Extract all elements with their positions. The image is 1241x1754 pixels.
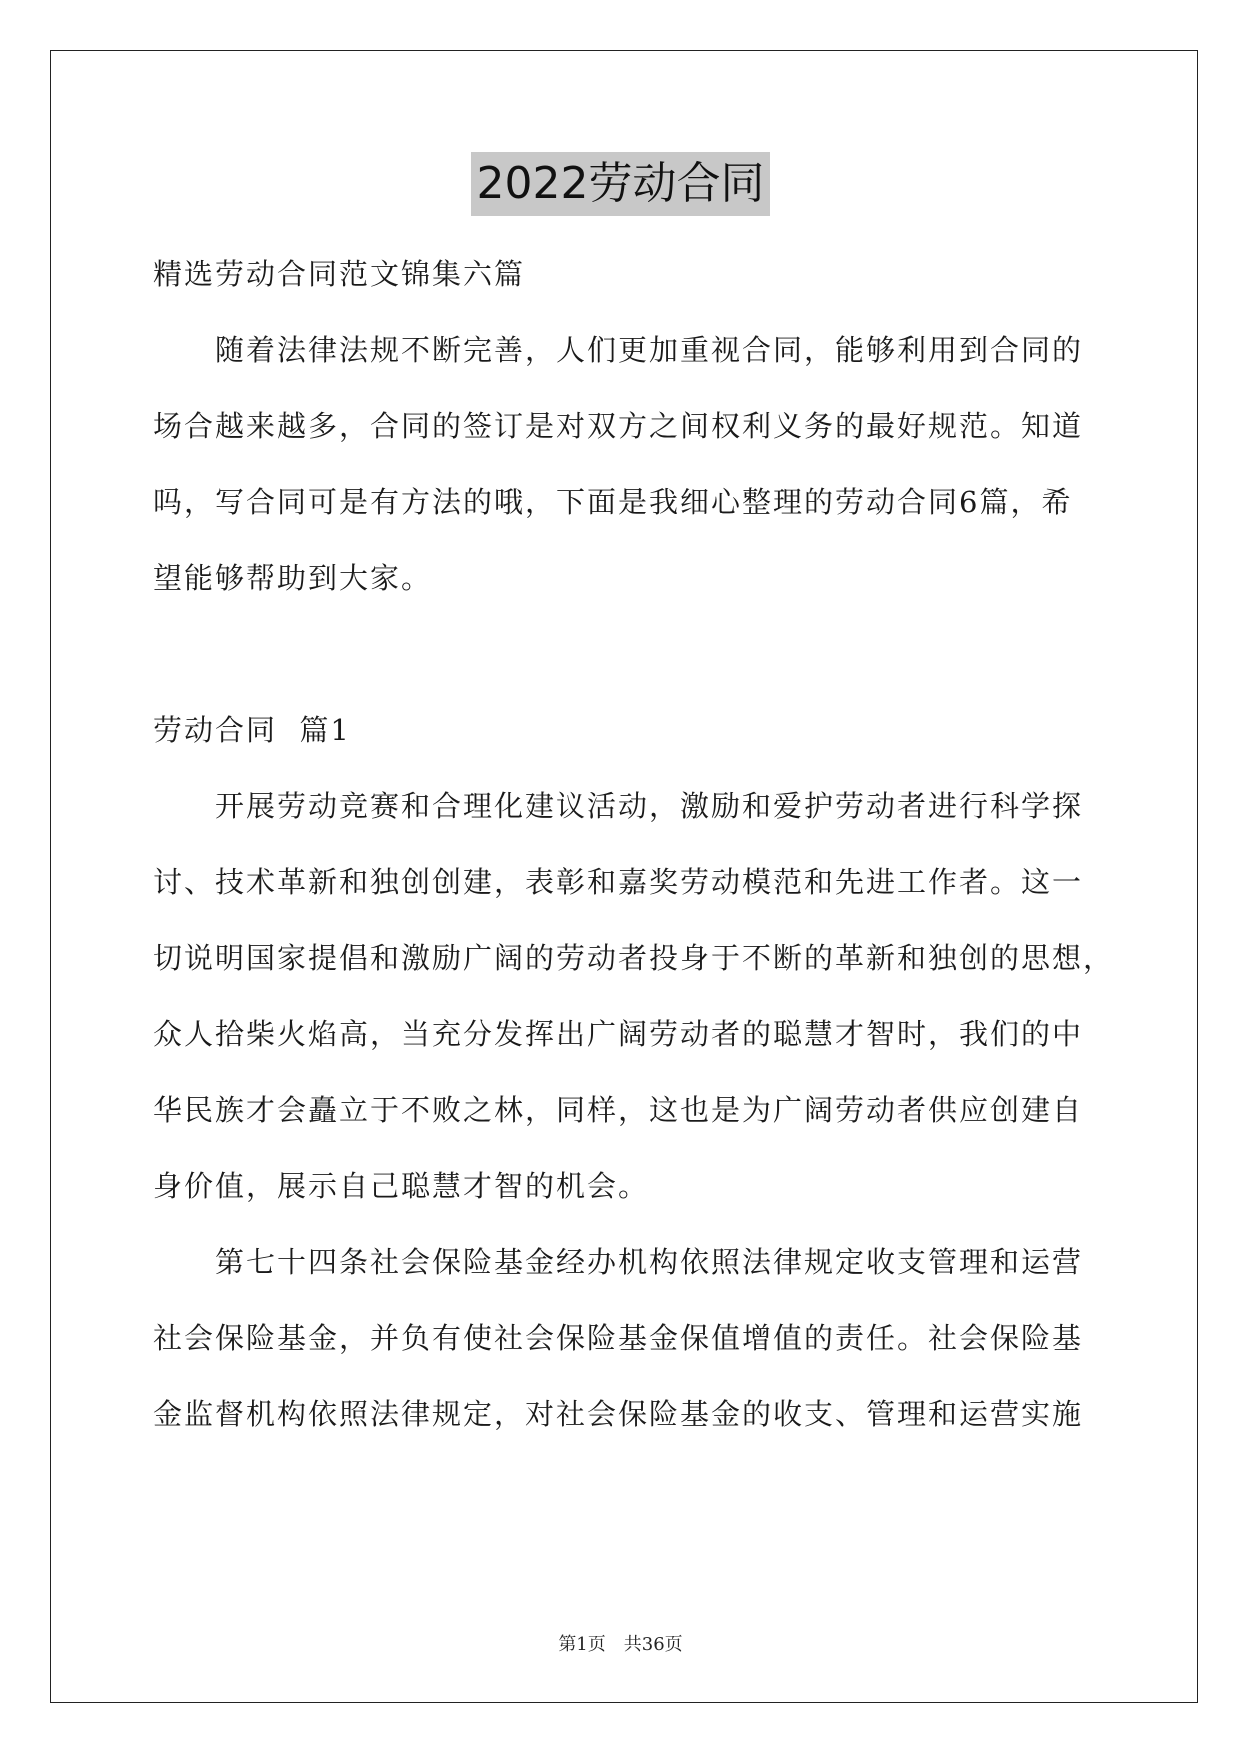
intro-line: 望能够帮助到大家。 (153, 561, 433, 595)
document-title: 2022劳动合同 (471, 152, 771, 216)
document-body (153, 236, 1115, 1452)
document-subtitle: 精选劳动合同范文锦集六篇 (153, 257, 526, 291)
paragraph-line: 身价值，展示自己聪慧才智的机会。 (153, 1169, 650, 1203)
paragraph-line: 讨、技术革新和独创创建，表彰和嘉奖劳动模范和先进工作者。这一 (153, 865, 1084, 899)
page-footer (0, 1630, 1241, 1656)
spacer (153, 616, 1093, 692)
paragraph-line: 第七十四条社会保险基金经办机构依照法律规定收支管理和运营 (215, 1245, 1084, 1279)
page-number: 第1页 (558, 1634, 606, 1655)
paragraph-line: 开展劳动竞赛和合理化建议活动，激励和爱护劳动者进行科学探 (215, 789, 1084, 823)
intro-line: 吗，写合同可是有方法的哦，下面是我细心整理的劳动合同6篇，希 (153, 485, 1073, 519)
paragraph-line: 华民族才会矗立于不败之林，同样，这也是为广阔劳动者供应创建自 (153, 1093, 1084, 1127)
section-heading: 劳动合同 篇1 (153, 713, 351, 747)
paragraph-line: 众人拾柴火焰高，当充分发挥出广阔劳动者的聪慧才智时，我们的中 (153, 1017, 1084, 1051)
title-wrap (0, 152, 1241, 216)
intro-line: 随着法律法规不断完善，人们更加重视合同，能够利用到合同的 (215, 333, 1084, 367)
paragraph-line: 切说明国家提倡和激励广阔的劳动者投身于不断的革新和独创的思想， (153, 941, 1115, 975)
paragraph-line: 金监督机构依照法律规定，对社会保险基金的收支、管理和运营实施 (153, 1397, 1084, 1431)
page-total: 共36页 (623, 1634, 683, 1655)
intro-line: 场合越来越多，合同的签订是对双方之间权利义务的最好规范。知道 (153, 409, 1084, 443)
paragraph-line: 社会保险基金，并负有使社会保险基金保值增值的责任。社会保险基 (153, 1321, 1084, 1355)
